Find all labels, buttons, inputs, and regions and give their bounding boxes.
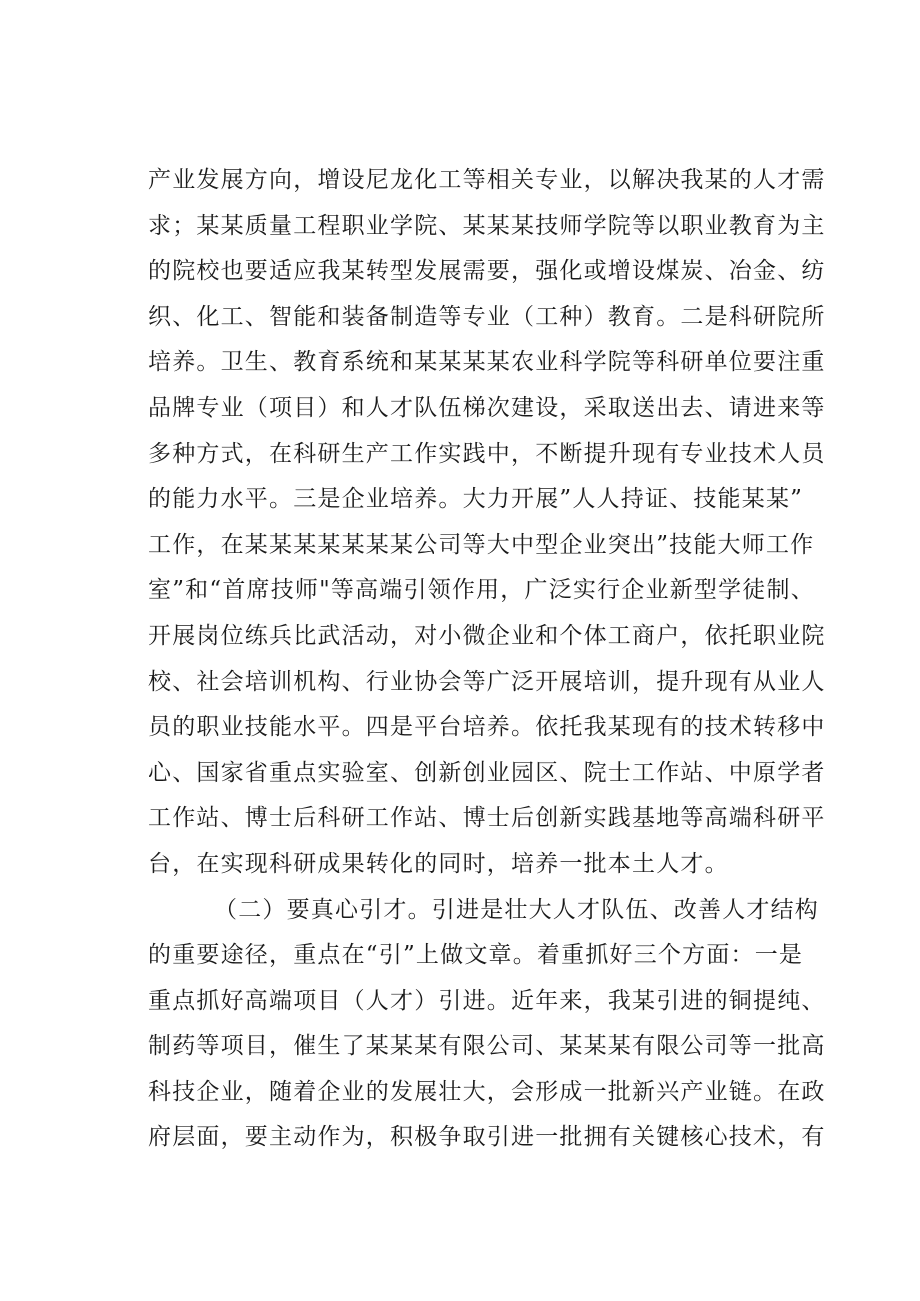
text-line: 的能力水平。三是企业培养。大力开展”人人持证、技能某某” [148,486,804,513]
text-line: 织、化工、智能和装备制造等专业（工种）教育。二是科研院所 [148,303,826,330]
text-line: 员的职业技能水平。四是平台培养。依托我某现有的技术转移中 [148,714,826,741]
text-line: 重点抓好高端项目（人才）引进。近年来，我某引进的铜提纯、 [148,987,826,1014]
text-line: 校、社会培训机构、行业协会等广泛开展培训，提升现有从业人 [148,668,826,695]
text-line: 的院校也要适应我某转型发展需要，强化或增设煤炭、冶金、纺 [148,258,826,285]
text-line: 台，在实现科研成果转化的同时，培养一批本土人才。 [148,850,729,877]
text-line: 培养。卫生、教育系统和某某某某农业科学院等科研单位要注重 [148,349,826,376]
text-line: 产业发展方向，增设尼龙化工等相关专业，以解决我某的人才需 [148,167,826,193]
text-line: 室”和“首席技师"等高端引领作用，广泛实行企业新型学徒制、 [148,577,815,604]
text-line: 的重要途径，重点在“引”上做文章。着重抓好三个方面：一是 [148,942,804,969]
text-line: 心、国家省重点实验室、创新创业园区、院士工作站、中原学者 [148,759,826,786]
text-line: 制药等项目，催生了某某某有限公司、某某某有限公司等一批高 [148,1033,826,1060]
text-line: 求；某某质量工程职业学院、某某某技师学院等以职业教育为主 [148,212,826,239]
text-line: 工作，在某某某某某某某公司等大中型企业突出”技能大师工作 [148,531,815,558]
paragraph-first-line: （二）要真心引才。引进是壮大人才队伍、改善人才结构 [214,896,819,923]
text-line: 府层面，要主动作为，积极争取引进一批拥有关键核心技术，有 [148,1124,826,1151]
text-line: 多种方式，在科研生产工作实践中，不断提升现有专业技术人员 [148,440,826,467]
text-line: 开展岗位练兵比武活动，对小微企业和个体工商户，依托职业院 [148,622,826,649]
text-line: 工作站、博士后科研工作站、博士后创新实践基地等高端科研平 [148,805,826,832]
text-line: 科技企业，随着企业的发展壮大，会形成一批新兴产业链。在政 [148,1078,826,1105]
document-body [148,158,826,1161]
text-line: 品牌专业（项目）和人才队伍梯次建设，采取送出去、请进来等 [148,394,826,421]
